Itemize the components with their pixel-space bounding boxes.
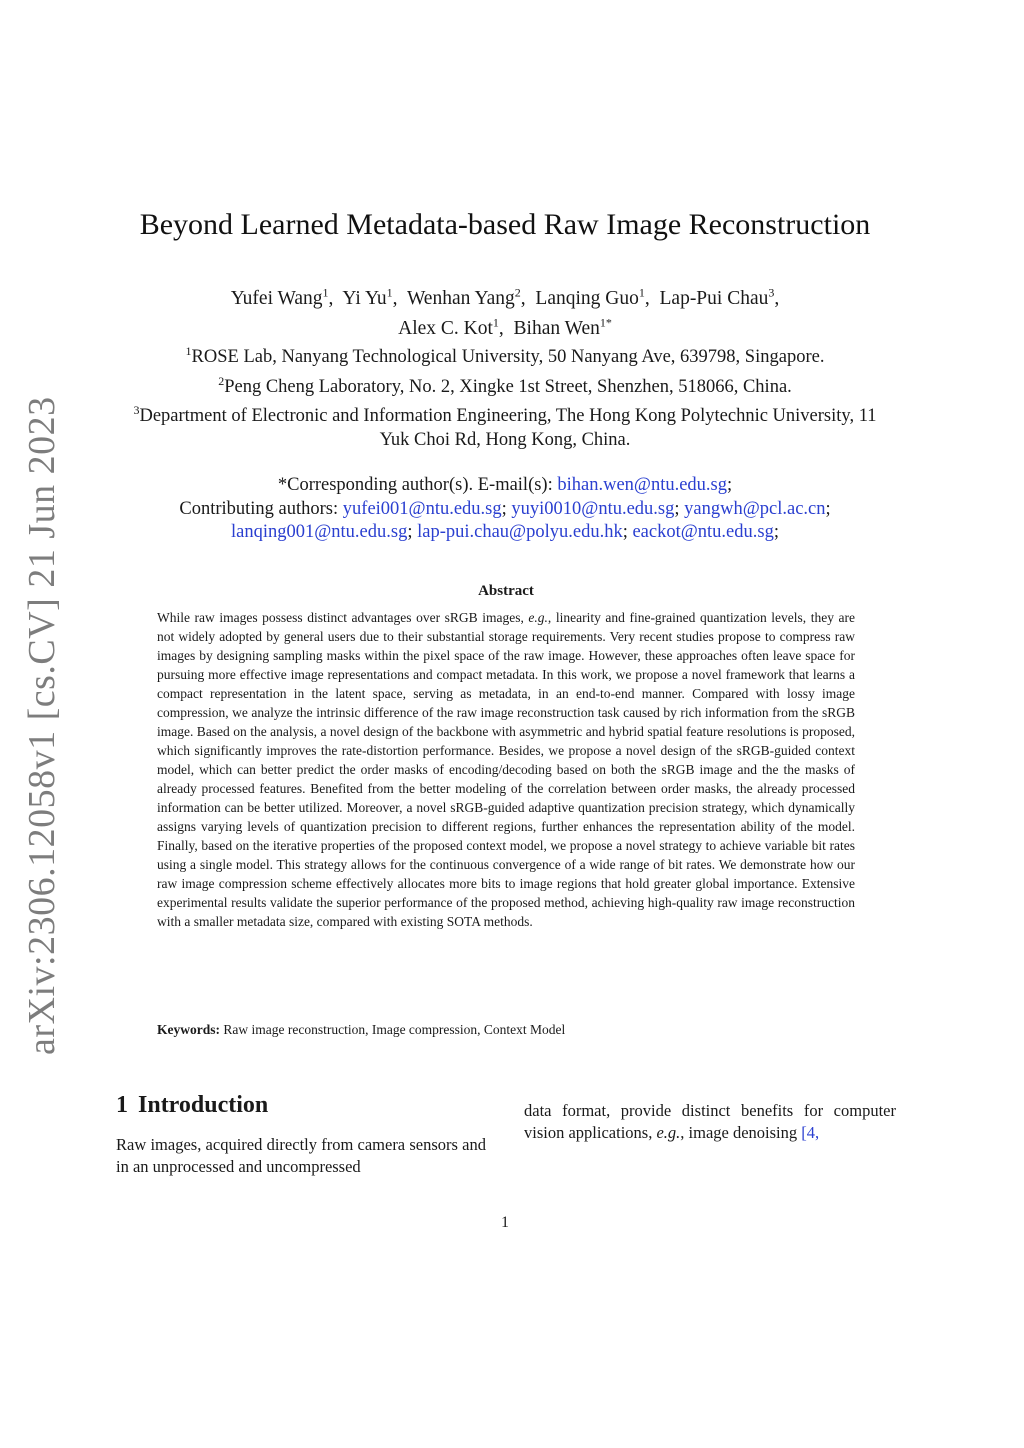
email-link[interactable]: eackot@ntu.edu.sg bbox=[632, 522, 774, 542]
abstract-text: While raw images possess distinct advantages over sRGB images, e.g., linearity and fine-grained quantization levels, they are not widely adopted by general users due to their substantial storage requirements. Very recent studies propose to compress raw images by designing sampling masks within the pixel space of the raw image. However, these approaches often leave space for pursuing more effective image representations and compact metadata. In this work, we propose a novel framework that learns a compact representation in the latent space, serving as metadata, in an end-to-end manner. Compared with lossy image compression, we analyze the intrinsic difference of the raw image reconstruction task caused by rich information from the sRGB image. Based on the analysis, a novel design of the backbone with asymmetric and hybrid spatial feature resolutions is proposed, which significantly improves the rate-distortion performance. Besides, we propose a novel design of the sRGB-guided context model, which can better predict the order masks of encoding/decoding based on both the sRGB image and the the masks of already processed features. Benefited from the better modeling of the correlation between order masks, the already processed information can be better utilized. Moreover, a novel sRGB-guided adaptive quantization precision strategy, which dynamically assigns varying levels of quantization precision to different regions, further enhances the representation ability of the model. Finally, based on the iterative properties of the proposed context model, we propose a novel strategy to achieve variable bit rates using a single model. This strategy allows for the continuous convergence of a wide range of bit rates. We demonstrate how our raw image compression scheme effectively allocates more bits to image regions that hold greater global importance. Extensive experimental results validate the superior performance of the proposed method, achieving high-quality raw image reconstruction with a smaller metadata size, compared with existing SOTA methods. bbox=[157, 610, 855, 929]
intro-right-column: data format, provide distinct benefits for computer vision applications, e.g., image denoising [4, bbox=[524, 1101, 896, 1142]
keywords bbox=[157, 1020, 855, 1039]
affiliation-list bbox=[120, 340, 890, 452]
corresponding-email-link[interactable]: bihan.wen@ntu.edu.sg bbox=[557, 475, 727, 495]
author: Lap-Pui Chau$^3$, bbox=[659, 285, 780, 309]
paper-title: Beyond Learned Metadata-based Raw Image Reconstruction bbox=[139, 208, 871, 241]
affiliation: $^3$Department of Electronic and Information Engineering, The Hong Kong Polytechnic University, 11 Yuk Choi Rd, Hong Kong, China. bbox=[133, 403, 877, 450]
correspondence-block: *Corresponding author(s). E-mail(s): bihan.wen@ntu.edu.sg; Contributing authors: yufei001@ntu.edu.sg; yuyi0010@ntu.edu.sg; yangwh@pcl.ac.cn; lanqing001@ntu.edu.sg; lap-pui.chau@polyu.edu.hk; eackot@ntu.edu.sg; bbox=[179, 475, 831, 542]
author: Alex C. Kot$^1$, bbox=[398, 315, 504, 339]
author: Wenhan Yang$^2$, bbox=[406, 285, 526, 309]
author: Lanqing Guo$^1$, bbox=[535, 285, 650, 309]
author-list bbox=[140, 280, 870, 341]
email-link[interactable]: lap-pui.chau@polyu.edu.hk bbox=[417, 522, 623, 542]
contributing-label: Contributing authors: bbox=[179, 498, 339, 519]
intro-left-column: Raw images, acquired directly from camera sensors and in an unprocessed and uncompressed bbox=[116, 1135, 486, 1176]
arxiv-stamp: arXiv:2306.12058v1 [cs.CV] 21 Jun 2023 bbox=[21, 396, 63, 1055]
author: Bihan Wen$^{1*}$ bbox=[513, 315, 612, 339]
section-number: 1 bbox=[116, 1092, 128, 1118]
keywords-label: Keywords: bbox=[157, 1022, 220, 1037]
email-link[interactable]: yufei001@ntu.edu.sg bbox=[342, 498, 502, 519]
section-heading bbox=[116, 1092, 268, 1119]
corresponding-label: *Corresponding author(s). E-mail(s): bbox=[277, 475, 553, 495]
citation-link[interactable]: [4, bbox=[801, 1123, 820, 1142]
keywords-text: Raw image reconstruction, Image compression, Context Model bbox=[223, 1022, 566, 1037]
abstract-heading: Abstract bbox=[478, 583, 534, 599]
author: Yi Yu$^1$, bbox=[342, 285, 398, 309]
page-number: 1 bbox=[501, 1214, 509, 1231]
affiliation: $^1$ROSE Lab, Nanyang Technological University, 50 Nanyang Ave, 639798, Singapore. bbox=[185, 344, 825, 368]
section-title: Introduction bbox=[138, 1092, 269, 1118]
affiliation: $^2$Peng Cheng Laboratory, No. 2, Xingke 1st Street, Shenzhen, 518066, China. bbox=[218, 373, 792, 397]
email-link[interactable]: yuyi0010@ntu.edu.sg bbox=[511, 498, 675, 519]
author: Yufei Wang$^1$, bbox=[230, 285, 334, 309]
email-link[interactable]: lanqing001@ntu.edu.sg bbox=[231, 522, 408, 542]
email-link[interactable]: yangwh@pcl.ac.cn bbox=[684, 498, 826, 519]
